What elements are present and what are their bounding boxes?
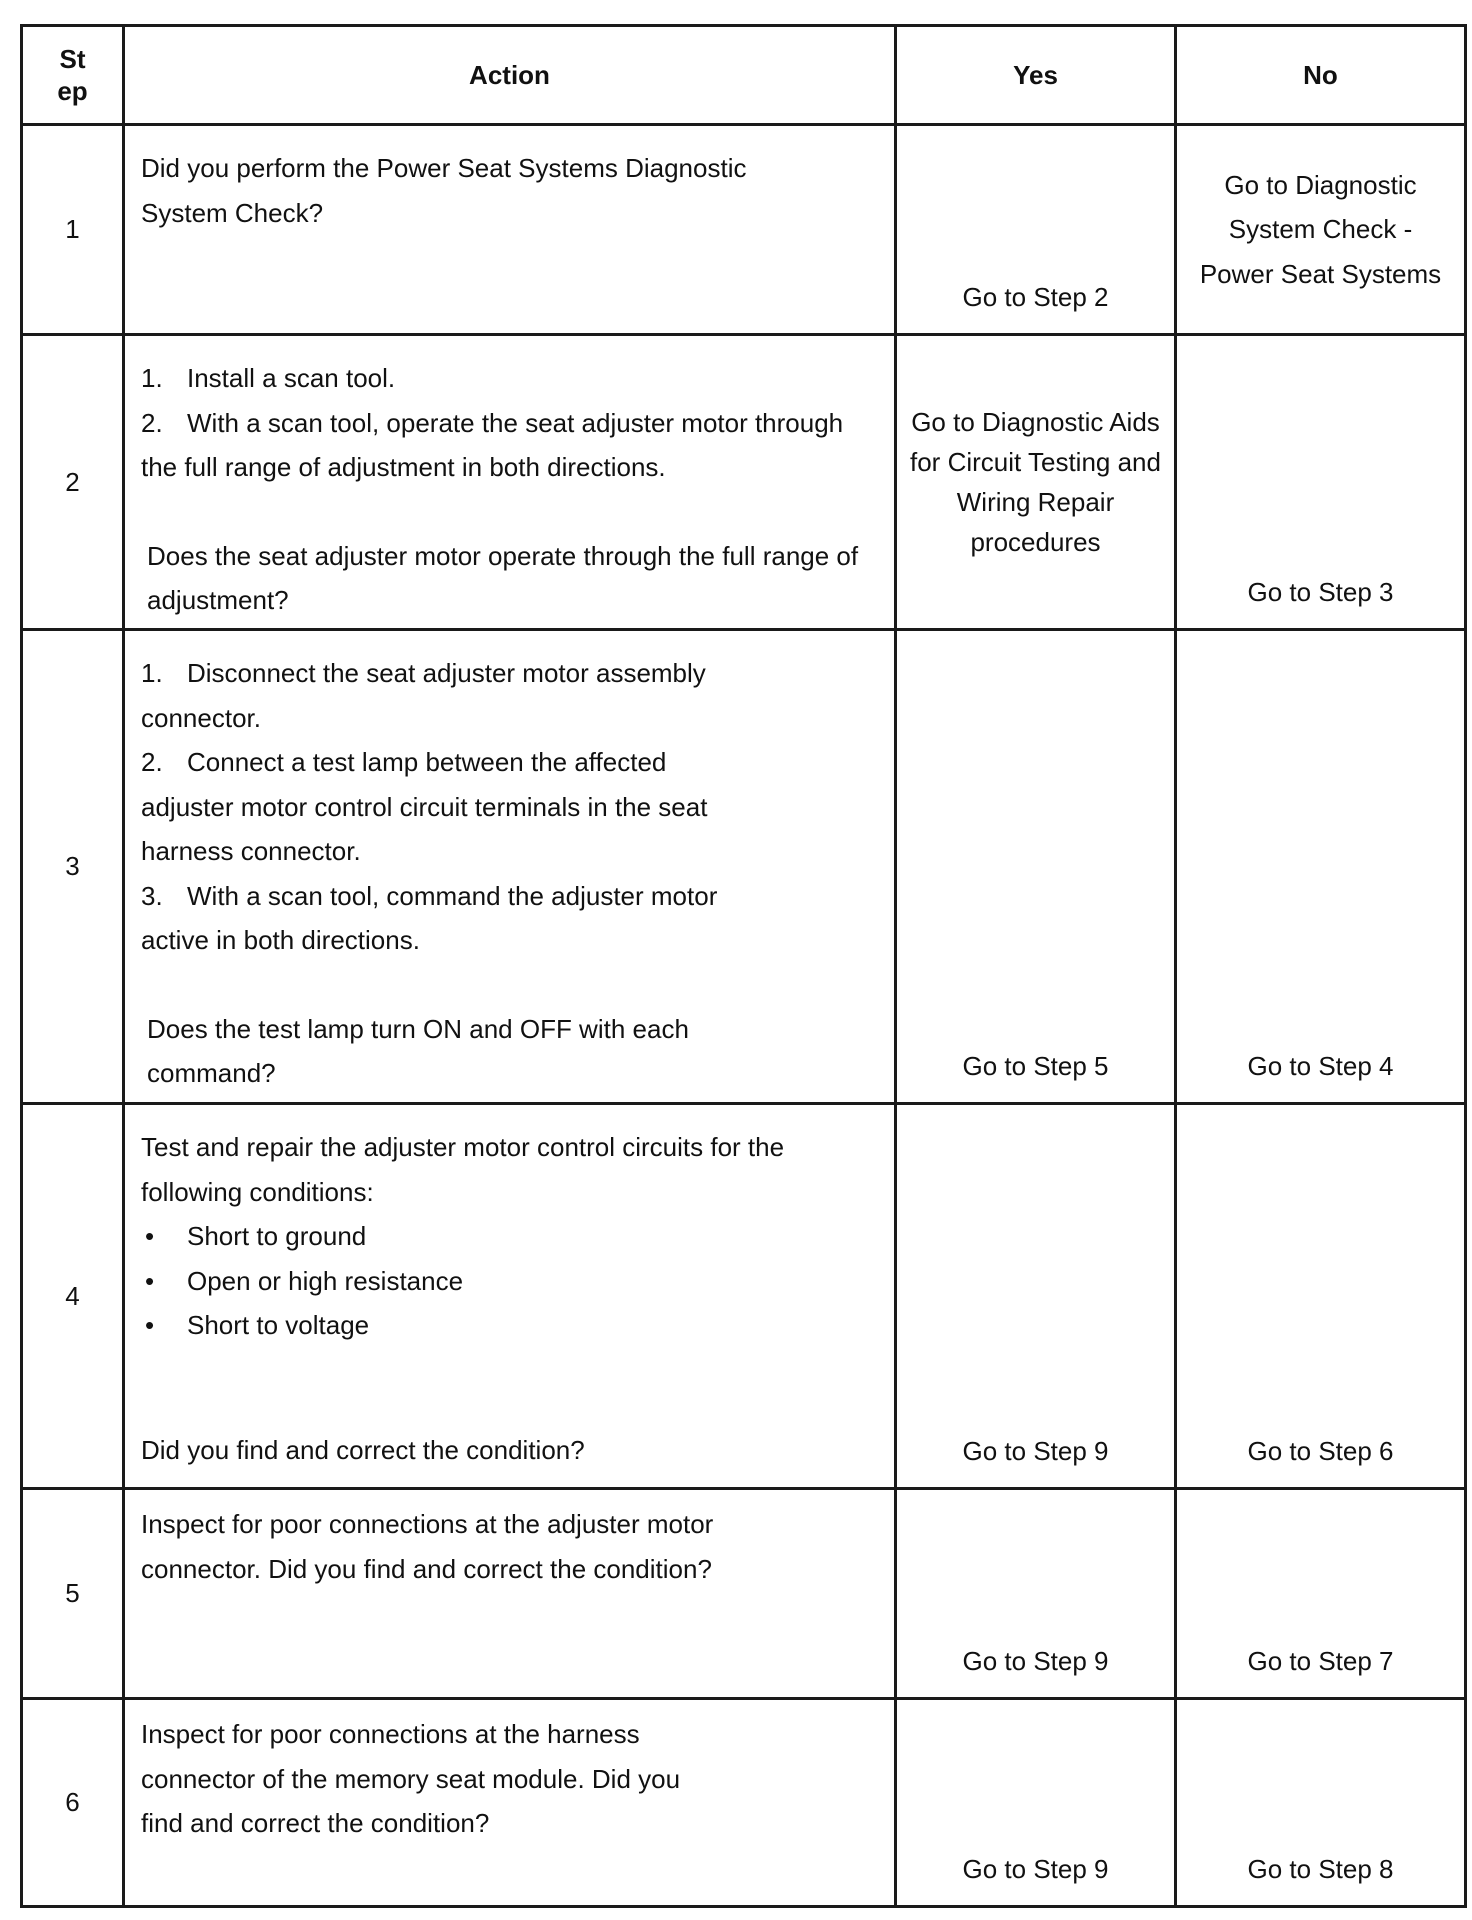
action-text: Did you perform the Power Seat Systems Diagnostic System Check? [141,153,747,228]
no-result: Go to Step 7 [1176,1489,1466,1699]
yes-result: Go to Step 2 [896,125,1176,335]
step-number: 6 [22,1699,124,1907]
action-question: Does the seat adjuster motor operate through the full range of adjustment? [147,540,859,615]
table-row [22,335,1466,630]
action-question: Does the test lamp turn ON and OFF with each command? [147,1013,689,1088]
action-cell [124,1489,896,1699]
list-item: • Short to ground [145,1221,367,1251]
yes-result: Go to Step 9 [896,1489,1176,1699]
action-cell [124,335,896,630]
table-row [22,1104,1466,1489]
list-item: 3. With a scan tool, command the adjuster motor active in both directions. [141,880,718,955]
action-cell [124,630,896,1104]
header-row [22,26,1466,125]
step-number: 2 [22,335,124,630]
table-row [22,125,1466,335]
no-result [1176,125,1466,335]
action-question: Did you find and correct the condition? [141,1434,585,1465]
step-number: 3 [22,630,124,1104]
no-result: Go to Step 4 [1176,630,1466,1104]
action-text: Inspect for poor connections at the adjuster motor connector. Did you find and correct the condition? [141,1509,714,1584]
list-item: • Short to voltage [145,1310,370,1340]
list-item: • Open or high resistance [145,1265,464,1296]
action-cell [124,125,896,335]
table-row [22,1489,1466,1699]
yes-result: Go to Step 9 [896,1699,1176,1907]
diagnostic-table [20,24,1467,1908]
action-cell [124,1104,896,1489]
list-item: 2. Connect a test lamp between the affected adjuster motor control circuit terminals in the seat harness connector. [141,747,708,866]
yes-result: Go to Step 5 [896,630,1176,1104]
yes-result-text: Go to Diagnostic Aids for Circuit Testing and Wiring Repair procedures [910,407,1161,557]
list-item: 1. Install a scan tool. [141,363,396,393]
step-number: 4 [22,1104,124,1489]
action-text: Inspect for poor connections at the harness connector of the memory seat module. Did you find and correct the condition? [141,1719,681,1838]
list-item: 1. Disconnect the seat adjuster motor assembly connector. [141,658,706,733]
yes-result [896,335,1176,630]
table-row [22,1699,1466,1907]
no-result: Go to Step 3 [1176,335,1466,630]
action-cell [124,1699,896,1907]
header-no: No [1176,26,1466,125]
action-intro: Test and repair the adjuster motor control circuits for the following conditions: [141,1132,785,1207]
list-item: 2. With a scan tool, operate the seat adjuster motor through the full range of adjustment in both directions. [141,407,844,482]
yes-result: Go to Step 9 [896,1104,1176,1489]
no-result: Go to Step 6 [1176,1104,1466,1489]
header-action: Action [124,26,896,125]
header-step: St ep [22,26,124,125]
step-number: 1 [22,125,124,335]
no-result-text: Go to Diagnostic System Check - Power Seat Systems [1199,169,1442,289]
step-number: 5 [22,1489,124,1699]
no-result: Go to Step 8 [1176,1699,1466,1907]
table-row [22,630,1466,1104]
header-yes: Yes [896,26,1176,125]
